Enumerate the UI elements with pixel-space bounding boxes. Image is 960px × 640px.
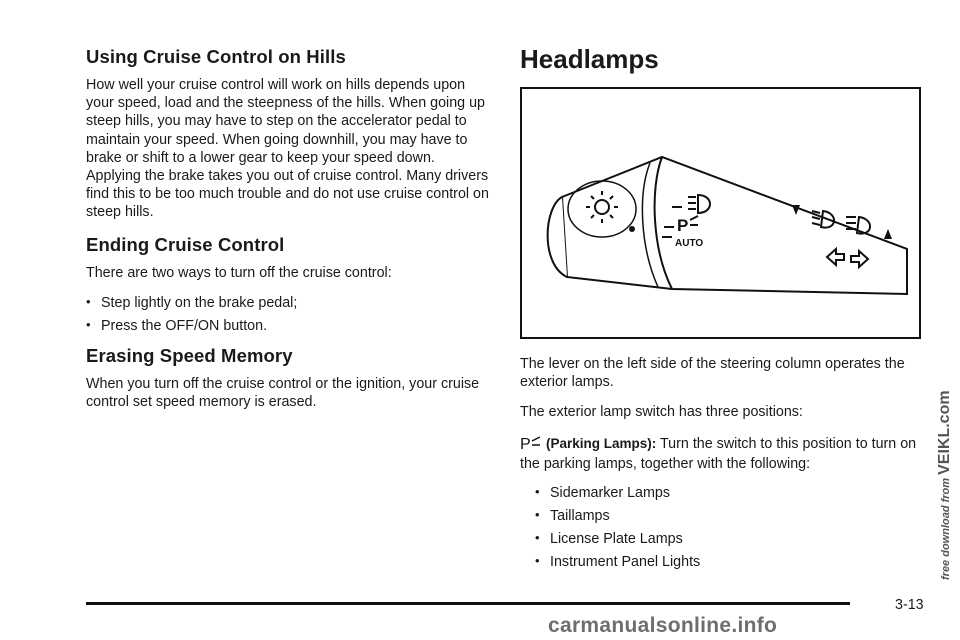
list-item [86, 317, 491, 335]
left-column [86, 46, 491, 423]
svg-text:P: P [520, 435, 531, 451]
position-marker-icon [884, 229, 892, 239]
side-watermark [936, 390, 954, 580]
list-item-text: Press the OFF/ON button. [101, 317, 268, 334]
list-item-text: License Plate Lamps [550, 530, 683, 547]
bullet-icon: • [535, 529, 540, 545]
bullet-icon: • [86, 293, 91, 309]
list-item [535, 484, 932, 502]
bullet-icon: • [535, 483, 540, 499]
section-paragraph-hills: How well your cruise control will work on hills depends upon your speed, load and the steepness of the hills. When going up steep hills, you may have to step on the accelerator pedal to maintain your speed. When going downhill, you may have to brake or shift to a lower gear to keep your speed down. Applying the brake takes you out of cruise control. Many drivers find this to be too much trouble and do not use cruise control on steep hills. [86, 77, 489, 221]
section-heading-hills: Using Cruise Control on Hills [86, 46, 346, 67]
lever-illustration [522, 89, 921, 339]
parking-lamp-symbol-icon [520, 435, 542, 451]
section-paragraph-ending: There are two ways to turn off the cruise control: [86, 264, 392, 281]
side-watermark-prefix: free download from [940, 477, 952, 580]
list-item [535, 530, 932, 548]
list-item [86, 294, 491, 312]
switch-positions-intro: The exterior lamp switch has three positions: [520, 404, 803, 421]
parking-lamps-text: Turn the switch to this position to turn on the parking lamps, together with the following: [520, 435, 917, 472]
list-item [535, 507, 932, 525]
list-item [535, 553, 932, 571]
lever-auto-label: AUTO [675, 238, 704, 249]
list-item-text: Instrument Panel Lights [550, 553, 701, 570]
bottom-watermark: carmanualsonline.info [548, 614, 778, 637]
lever-description: The lever on the left side of the steering column operates the exterior lamps. [520, 356, 905, 391]
parking-bullet-list [535, 484, 932, 571]
footer-rule [86, 602, 850, 605]
page-number: 3-13 [895, 597, 924, 613]
parking-lamps-paragraph [520, 434, 932, 474]
ending-bullet-list [86, 294, 491, 335]
bullet-icon: • [535, 552, 540, 568]
list-item-text: Sidemarker Lamps [550, 484, 670, 501]
parking-lamps-label: (Parking Lamps): [545, 435, 657, 451]
detent-dot-icon [629, 226, 635, 232]
section-heading-ending: Ending Cruise Control [86, 233, 285, 255]
section-heading-erasing: Erasing Speed Memory [86, 344, 293, 366]
page-title: Headlamps [520, 44, 659, 74]
bullet-icon: • [535, 506, 540, 522]
svg-text:P: P [677, 216, 689, 235]
side-watermark-brand: VEIKL.com [936, 390, 953, 475]
right-column [520, 44, 932, 581]
list-item-text: Taillamps [550, 507, 610, 524]
list-item-text: Step lightly on the brake pedal; [101, 294, 298, 311]
section-paragraph-erasing: When you turn off the cruise control or the ignition, your cruise control set speed memory is erased. [86, 375, 480, 411]
headlamp-lever-figure [520, 87, 921, 339]
bullet-icon: • [86, 316, 91, 332]
